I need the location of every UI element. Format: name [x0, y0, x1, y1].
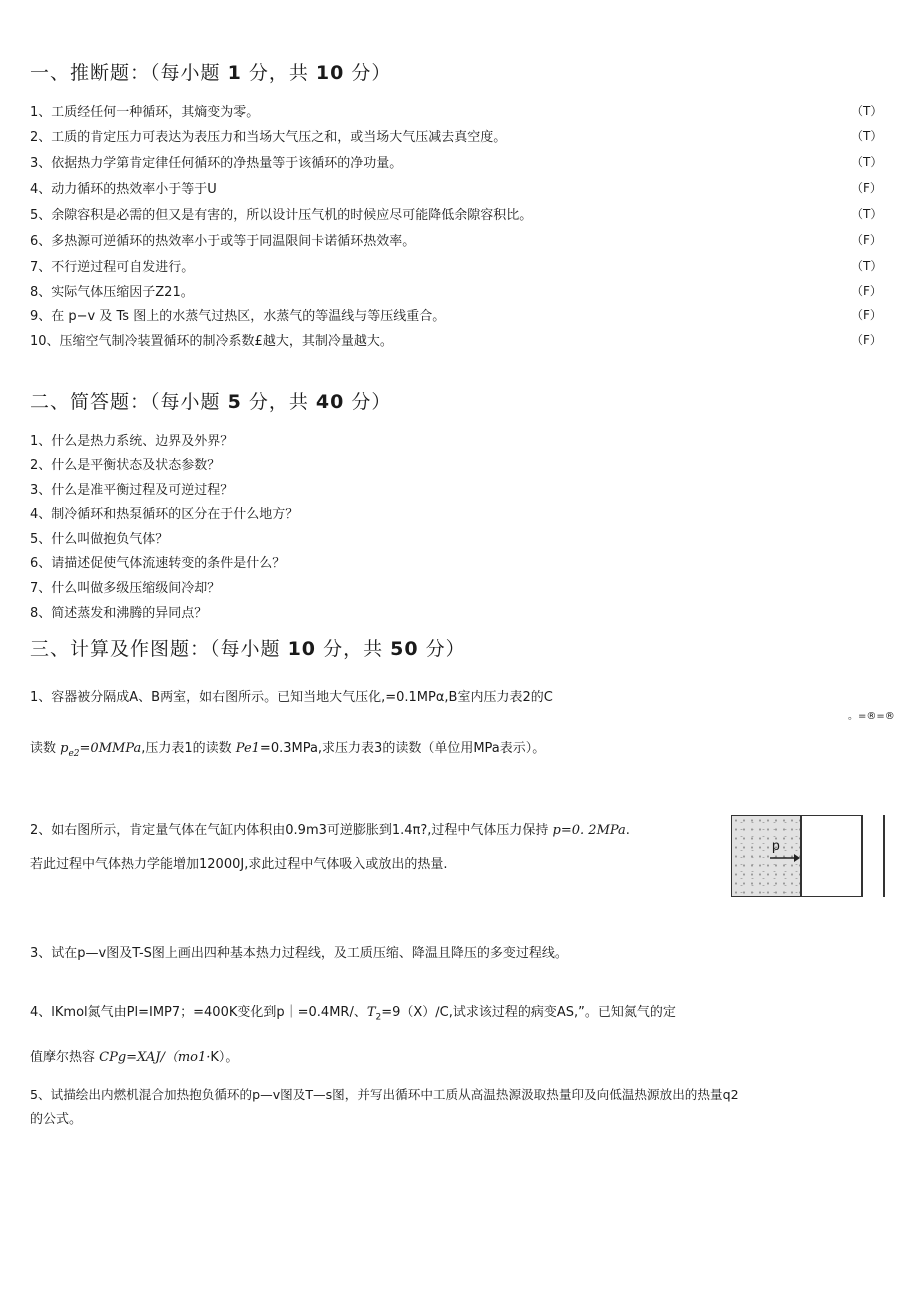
math-subscript: 2: [375, 1012, 382, 1023]
short-question: 1、什么是热力系统、边界及外界？: [30, 434, 234, 449]
heading-text: 分）: [351, 62, 392, 84]
heading-text: 分）: [351, 391, 392, 413]
tf-question: 6、多热源可逆循环的热效率小于或等于同温限间卡诺循环热效率。: [30, 234, 416, 249]
tf-question: 10、压缩空气制冷装置循环的制冷系数£越大，其制冷量越大。: [30, 334, 393, 349]
math-var: Pe1: [235, 741, 260, 756]
piston-rod-end: [883, 815, 885, 897]
math-var: T: [366, 1005, 376, 1020]
piston-face-left: [800, 815, 802, 897]
heading-text: 二、简答题：（每小题: [30, 391, 221, 413]
tf-answer: （T）: [851, 129, 883, 143]
heading-points-total: 10: [315, 62, 345, 84]
section3-heading: [30, 634, 466, 661]
tf-answer: （F）: [851, 181, 882, 195]
calc-question-4-line1: [30, 1001, 676, 1023]
pressure-arrow-icon: [770, 854, 800, 862]
tf-question: 4、动力循环的热效率小于等于U: [30, 182, 217, 197]
piston-cylinder-figure: [731, 815, 891, 897]
calc-question-3: 3、试在p—v图及T-S图上画出四种基本热力过程线，及工质压缩、降温且降压的多变过程线。: [30, 946, 568, 961]
tf-question: 2、工质的肯定压力可表达为表压力和当场大气压之和，或当场大气压减去真空度。: [30, 130, 507, 145]
math-subscript: e2: [68, 748, 80, 759]
math-var: CPg=XAJ/（mo1·: [99, 1050, 211, 1065]
short-question: 8、简述蒸发和沸腾的异同点？: [30, 606, 208, 621]
text-run: 读数: [30, 741, 61, 756]
tf-answer: （T）: [851, 207, 883, 221]
tf-answer: （F）: [851, 333, 882, 347]
math-var: =0MMPa: [79, 741, 142, 756]
heading-points-each: 10: [287, 638, 317, 660]
short-question: 5、什么叫做抱负气体？: [30, 532, 169, 547]
short-question: 4、制冷循环和热泵循环的区分在于什么地方？: [30, 507, 299, 522]
text-run: ,压力表1的读数: [141, 741, 236, 756]
tf-answer: （T）: [851, 259, 883, 273]
tf-question: 9、在 p−v 及 Ts 图上的水蒸气过热区，水蒸气的等温线与等压线重合。: [30, 309, 446, 324]
heading-text: 一、推断题：（每小题: [30, 62, 221, 84]
calc-question-4-line2: [30, 1046, 238, 1065]
tf-answer: （F）: [851, 233, 882, 247]
calc-question-2-line1: [30, 819, 630, 838]
text-run: .: [625, 823, 630, 838]
text-run: =9（X）∕C,试求该过程的病变AS,”。已知氮气的定: [381, 1005, 676, 1020]
calc-question-2-line2: 若此过程中气体热力学能增加12000J,求此过程中气体吸入或放出的热量.: [30, 857, 448, 872]
heading-points-each: 1: [227, 62, 242, 84]
tf-question: 5、余隙容积是必需的但又是有害的，所以设计压气机的时候应尽可能降低余隙容积比。: [30, 208, 533, 223]
calc-question-1-line2: [30, 737, 545, 759]
calc-question-1-line1: 1、容器被分隔成A、B两室，如右图所示。已知当地大气压化,=0.1MPα,B室内压力表2的C: [30, 690, 553, 705]
text-run: K）。: [210, 1050, 239, 1065]
gas-region: [731, 815, 801, 897]
heading-points-total: 40: [315, 391, 345, 413]
tf-question: 7、不行逆过程可自发进行。: [30, 260, 195, 275]
math-var: p=0. 2MPa: [552, 823, 626, 838]
short-question: 2、什么是平衡状态及状态参数？: [30, 458, 221, 473]
pressure-label: p: [772, 837, 780, 853]
short-question: 6、请描述促使气体流速转变的条件是什么？: [30, 556, 286, 571]
tf-answer: （F）: [851, 308, 882, 322]
heading-points-each: 5: [227, 391, 242, 413]
heading-text: 三、计算及作图题：（每小题: [30, 638, 281, 660]
calc-question-1-artifact: 。=®=®: [848, 711, 895, 722]
text-run: 2、如右图所示，肯定量气体在气缸内体积由0.9m3可逆膨胀到1.4π?,过程中气体压力保持: [30, 823, 553, 838]
calc-question-5-line1: 5、试描绘出内燃机混合加热抱负循环的p—v图及T—s图，并写出循环中工质从高温热源汲取热量印及向低温热源放出的热量q2: [30, 1087, 739, 1102]
tf-answer: （T）: [851, 104, 883, 118]
tf-question: 8、实际气体压缩因子Z21。: [30, 285, 194, 300]
heading-text: 分，共: [248, 391, 309, 413]
short-question: 7、什么叫做多级压缩级间冷却？: [30, 581, 221, 596]
heading-text: 分，共: [248, 62, 309, 84]
piston: [800, 815, 862, 897]
math-var: p: [60, 741, 69, 756]
text-run: =0.3MPa,求压力表3的读数（单位用MPa表示）。: [259, 741, 546, 756]
tf-question: 3、依据热力学第肯定律任何循环的净热量等于该循环的净功量。: [30, 156, 403, 171]
section2-heading: [30, 387, 391, 414]
piston-face-right: [861, 815, 863, 897]
heading-text: 分）: [425, 638, 466, 660]
short-question: 3、什么是准平衡过程及可逆过程？: [30, 483, 234, 498]
tf-answer: （T）: [851, 155, 883, 169]
tf-question: 1、工质经任何一种循环，其熵变为零。: [30, 105, 260, 120]
text-run: 值摩尔热容: [30, 1050, 100, 1065]
heading-text: 分，共: [323, 638, 384, 660]
tf-answer: （F）: [851, 284, 882, 298]
heading-points-total: 50: [390, 638, 419, 660]
text-run: 4、lKmol氮气由Pl=IMP7；=400K变化到p｜=0.4MR/、: [30, 1005, 367, 1020]
section1-heading: [30, 58, 391, 85]
calc-question-5-line2: 的公式。: [30, 1112, 83, 1127]
